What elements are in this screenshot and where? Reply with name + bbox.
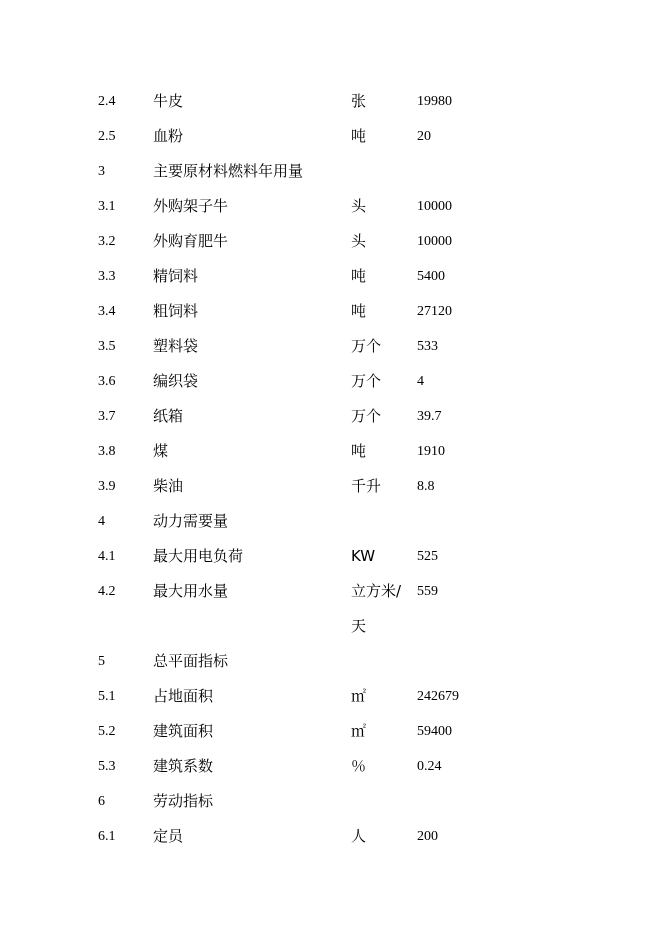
item-number: 3.7	[98, 409, 116, 424]
item-unit: 吨	[351, 267, 367, 285]
section-row	[0, 784, 662, 819]
item-value: 559	[417, 584, 438, 599]
item-unit: 吨	[351, 127, 367, 145]
item-value: 8.8	[417, 479, 435, 494]
item-name: 柴油	[153, 477, 184, 495]
table-row	[0, 574, 662, 644]
table-row	[0, 749, 662, 784]
table-row	[0, 679, 662, 714]
item-value: 0.24	[417, 759, 442, 774]
item-unit: ㎡	[351, 687, 367, 705]
item-value: 19980	[417, 94, 452, 109]
item-number: 4.2	[98, 584, 116, 599]
item-name: 建筑系数	[153, 757, 214, 775]
item-name: 最大用电负荷	[153, 547, 244, 565]
section-row	[0, 644, 662, 679]
item-value: 533	[417, 339, 438, 354]
item-value: 59400	[417, 724, 452, 739]
item-name: 外购架子牛	[153, 197, 229, 215]
table-row	[0, 119, 662, 154]
item-number: 5.1	[98, 689, 116, 704]
item-number: 3.9	[98, 479, 116, 494]
item-value: 10000	[417, 199, 452, 214]
table-row	[0, 189, 662, 224]
section-title: 总平面指标	[153, 652, 229, 670]
item-unit: 万个	[351, 407, 382, 425]
item-value: 200	[417, 829, 438, 844]
item-unit: 万个	[351, 337, 382, 355]
item-name: 占地面积	[153, 687, 214, 705]
item-value: 525	[417, 549, 438, 564]
item-value: 10000	[417, 234, 452, 249]
item-number: 3.2	[98, 234, 116, 249]
item-value: 27120	[417, 304, 452, 319]
item-unit: 吨	[351, 442, 367, 460]
section-number: 5	[98, 654, 105, 669]
item-name: 纸箱	[153, 407, 184, 425]
item-number: 3.8	[98, 444, 116, 459]
indicator-table	[0, 84, 662, 854]
item-name: 外购育肥牛	[153, 232, 229, 250]
item-number: 3.3	[98, 269, 116, 284]
table-row	[0, 539, 662, 574]
section-row	[0, 504, 662, 539]
item-name: 塑料袋	[153, 337, 199, 355]
item-unit: 立方米/天	[351, 582, 402, 635]
table-row	[0, 224, 662, 259]
item-unit: 吨	[351, 302, 367, 320]
item-unit: 万个	[351, 372, 382, 390]
item-number: 4.1	[98, 549, 116, 564]
item-unit: 千升	[351, 477, 382, 495]
item-value: 242679	[417, 689, 459, 704]
item-number: 2.4	[98, 94, 116, 109]
item-unit: ％	[351, 757, 367, 775]
item-name: 建筑面积	[153, 722, 214, 740]
item-value: 39.7	[417, 409, 442, 424]
item-number: 3.1	[98, 199, 116, 214]
item-name: 煤	[153, 442, 169, 460]
table-row	[0, 434, 662, 469]
item-unit: 头	[351, 197, 367, 215]
table-row	[0, 364, 662, 399]
item-value: 4	[417, 374, 424, 389]
item-value: 1910	[417, 444, 445, 459]
table-row	[0, 819, 662, 854]
table-row	[0, 714, 662, 749]
item-name: 编织袋	[153, 372, 199, 390]
item-unit: ㎡	[351, 722, 367, 740]
item-number: 5.3	[98, 759, 116, 774]
table-row	[0, 399, 662, 434]
table-row	[0, 84, 662, 119]
item-unit: KW	[351, 547, 376, 565]
table-row	[0, 259, 662, 294]
table-row	[0, 469, 662, 504]
section-title: 主要原材料燃料年用量	[153, 162, 304, 180]
section-number: 3	[98, 164, 105, 179]
item-unit: 头	[351, 232, 367, 250]
section-number: 4	[98, 514, 105, 529]
item-number: 6.1	[98, 829, 116, 844]
item-number: 2.5	[98, 129, 116, 144]
item-number: 5.2	[98, 724, 116, 739]
item-name: 精饲料	[153, 267, 199, 285]
item-number: 3.6	[98, 374, 116, 389]
section-number: 6	[98, 794, 105, 809]
item-unit: 人	[351, 827, 367, 845]
item-name: 牛皮	[153, 92, 184, 110]
item-number: 3.5	[98, 339, 116, 354]
item-value: 5400	[417, 269, 445, 284]
section-title: 动力需要量	[153, 512, 229, 530]
section-title: 劳动指标	[153, 792, 214, 810]
item-number: 3.4	[98, 304, 116, 319]
item-name: 定员	[153, 827, 184, 845]
table-row	[0, 329, 662, 364]
item-name: 血粉	[153, 127, 184, 145]
item-name: 粗饲料	[153, 302, 199, 320]
item-name: 最大用水量	[153, 582, 229, 600]
table-row	[0, 294, 662, 329]
section-row	[0, 154, 662, 189]
item-value: 20	[417, 129, 431, 144]
item-unit: 张	[351, 92, 367, 110]
